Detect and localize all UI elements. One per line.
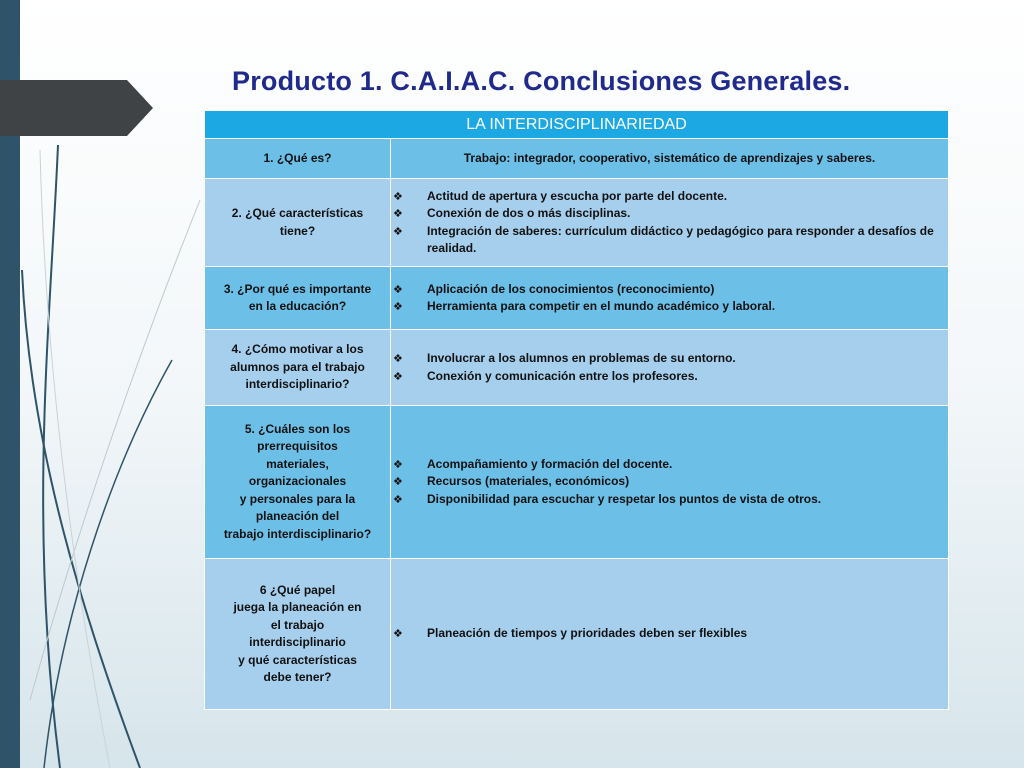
list-item [391,188,948,206]
answer-cell [391,267,949,330]
question-cell [205,139,391,179]
question-cell [205,330,391,406]
question-cell [205,559,391,710]
answer-cell [391,330,949,406]
diamond-bullet-icon: ❖ [393,457,403,471]
question-line: y personales para la [239,491,356,506]
question-cell [205,406,391,559]
question-line: materiales, [266,456,329,471]
diamond-bullet-icon: ❖ [393,627,403,641]
answer-text: Herramienta para competir en el mundo académico y laboral. [427,299,776,313]
answer-list [391,456,948,509]
table-row [205,559,949,710]
diamond-bullet-icon: ❖ [393,300,403,313]
diamond-bullet-icon: ❖ [393,475,403,489]
arrow-tab-shape [0,80,153,136]
answer-text: Aplicación de los conocimientos (reconocimiento) [427,281,715,296]
diamond-bullet-icon: ❖ [393,369,403,383]
question-line: debe tener? [263,670,332,684]
diamond-bullet-icon: ❖ [393,352,403,365]
question-line: organizacionales [248,474,347,489]
question-cell [205,267,391,330]
question-line: interdisciplinario? [245,377,350,392]
list-item [391,625,948,643]
question-line: 6 ¿Qué papel [259,582,336,597]
answer-list [391,350,948,385]
question-line: 1. ¿Qué es? [263,150,332,165]
diamond-bullet-icon: ❖ [393,224,403,238]
question-line: alumnos para el trabajo [230,359,365,374]
question-line: tiene? [279,223,316,238]
answer-list [391,188,948,258]
list-item [391,205,948,223]
list-item [391,491,948,509]
answer-text: Acompañamiento y formación del docente. [427,456,673,471]
question-line: y qué características [238,652,357,667]
answer-text: Conexión de dos o más disciplinas. [427,206,631,220]
answer-text: Recursos (materiales, económicos) [427,474,630,489]
table-row [205,330,949,406]
table-row [205,139,949,179]
list-item [391,456,948,474]
diamond-bullet-icon: ❖ [393,282,403,296]
question-line: juega la planeación en [233,600,362,614]
list-item [391,473,948,491]
diamond-bullet-icon: ❖ [393,207,403,220]
table-row [205,267,949,330]
question-line: 3. ¿Por qué es importante [223,281,372,296]
answer-text: Planeación de tiempos y prioridades deben ser flexibles [427,626,748,641]
question-line: en la educación? [248,299,347,313]
answer-cell: Trabajo: integrador, cooperativo, sistemático de aprendizajes y saberes. [391,139,949,179]
question-line: el trabajo [270,617,325,632]
interdisciplinarity-table [204,110,949,710]
list-item [391,281,948,299]
page-title: Producto 1. C.A.I.A.C. Conclusiones Generales. [232,66,851,96]
list-item [391,298,948,316]
table-row [205,406,949,559]
answer-text: Actitud de apertura y escucha por parte del docente. [427,188,728,203]
table-header: LA INTERDISCIPLINARIEDAD [205,111,949,139]
list-item [391,368,948,386]
question-line: trabajo interdisciplinario? [223,526,372,541]
question-line: 5. ¿Cuáles son los [244,421,351,436]
list-item [391,223,948,258]
table-row [205,179,949,267]
answer-text: Disponibilidad para escuchar y respetar los puntos de vista de otros. [427,491,822,506]
answer-list [391,625,948,643]
answer-list [391,281,948,316]
question-line: 4. ¿Cómo motivar a los [231,342,364,357]
question-line: planeación del [255,509,340,524]
answer-cell [391,559,949,710]
answer-text: Integración de saberes: currículum didáctico y pedagógico para responder a desafíos de realidad. [427,223,934,255]
diamond-bullet-icon: ❖ [393,492,403,506]
question-line: prerrequisitos [257,439,338,454]
answer-cell [391,179,949,267]
list-item [391,350,948,368]
answer-text: Involucrar a los alumnos en problemas de su entorno. [427,351,736,365]
question-line: 2. ¿Qué características [231,206,364,220]
question-line: interdisciplinario [249,635,346,649]
answer-cell [391,406,949,559]
question-cell [205,179,391,267]
answer-text: Conexión y comunicación entre los profesores. [427,368,698,383]
diamond-bullet-icon: ❖ [393,189,403,203]
